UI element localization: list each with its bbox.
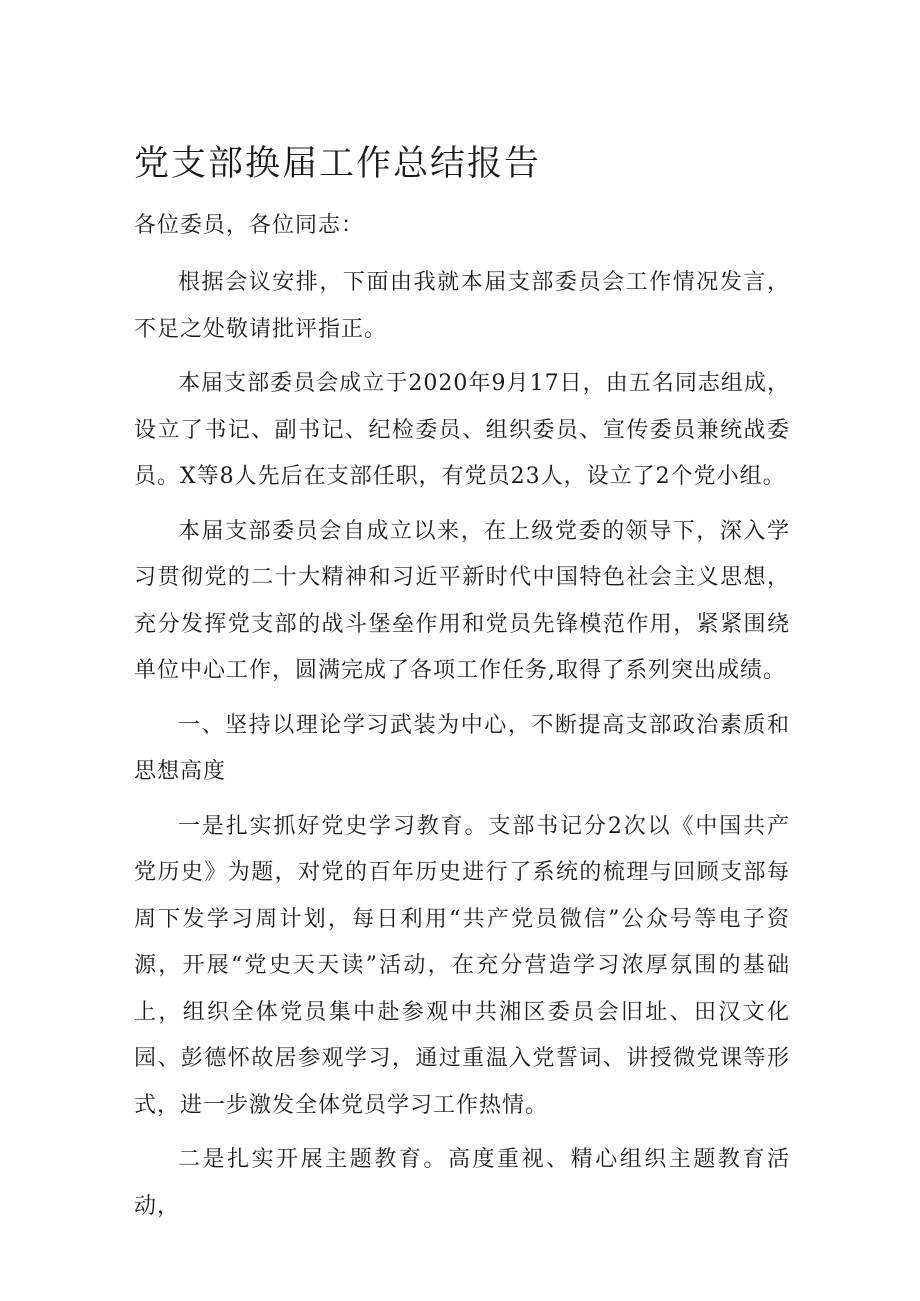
document-title: 党支部换届工作总结报告	[134, 144, 542, 184]
paragraph-party-history-education: 一是扎实抓好党史学习教育。支部书记分2次以《中国共产党历史》为题，对党的百年历史进行了系统的梳理与回顾支部每周下发学习周计划，每日利用“共产党员微信”公众号等电子资源，开展“党史天天读”活动，在充分营造学习浓厚氛围的基础上，组织全体党员集中赴参观中共湘区委员会旧址、田汉文化园、彭德怀故居参观学习，通过重温入党誓词、讲授微党课等形式，进一步激发全体党员学习工作热情。	[134, 813, 790, 1118]
paragraph-intro: 根据会议安排，下面由我就本届支部委员会工作情况发言，不足之处敬请批评指正。	[134, 270, 790, 342]
paragraph-theme-education: 二是扎实开展主题教育。高度重视、精心组织主题教育活动，	[134, 1147, 790, 1219]
document-page	[134, 128, 790, 1238]
paragraph-committee-formation: 本届支部委员会成立于2020年9月17日，由五名同志组成，设立了书记、副书记、纪检委员、组织委员、宣传委员兼统战委员。X等8人先后在支部任职，有党员23人，设立了2个党小组。	[134, 371, 790, 489]
greeting: 各位委员，各位同志：	[134, 213, 365, 238]
paragraph-achievements: 本届支部委员会自成立以来，在上级党委的领导下，深入学习贯彻党的二十大精神和习近平新时代中国特色社会主义思想，充分发挥党支部的战斗堡垒作用和党员先锋模范作用，紧紧围绕单位中心工作，圆满完成了各项工作任务,取得了系列突出成绩。	[134, 518, 790, 683]
section-heading-theory-study: 一、坚持以理论学习武装为中心，不断提高支部政治素质和思想高度	[134, 712, 790, 784]
